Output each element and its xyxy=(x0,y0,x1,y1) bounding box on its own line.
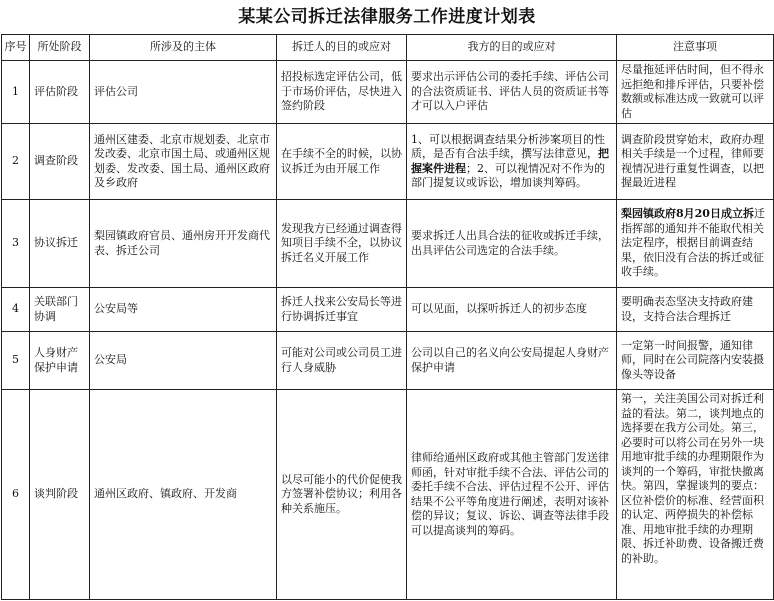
table-header-row xyxy=(2,35,774,61)
cell-stage: 人身财产保护申请 xyxy=(30,332,90,390)
table-row xyxy=(2,288,774,332)
cell-subject: 通州区政府、镇政府、开发商 xyxy=(90,390,277,600)
cell-notes: 第一，关注美国公司对拆迁利益的看法。第二，谈判地点的选择要在我方公司处。第三，必要时可以将公司在另外一块用地审批手续的办理期限作为谈判的一个筹码，审批快撤离快。第四，掌握谈判的要点：区位补偿价的标准、经营面积的认定、两停损失的补偿标准、用地审批手续的办理期限、拆迁补助费、设备搬迁费的补助。 xyxy=(617,390,774,600)
header-stage: 所处阶段 xyxy=(30,35,90,61)
cell-stage: 谈判阶段 xyxy=(30,390,90,600)
cell-ours: 要求拆迁人出具合法的征收或拆迁手续，出具评估公司选定的合法手续。 xyxy=(407,200,617,288)
cell-no: 5 xyxy=(2,332,30,390)
cell-no: 1 xyxy=(2,61,30,124)
cell-opponent: 可能对公司或公司员工进行人身威胁 xyxy=(277,332,407,390)
header-subject: 所涉及的主体 xyxy=(90,35,277,61)
notes-text-bold: 梨园镇政府8月20日成立拆 xyxy=(621,207,754,221)
table-row xyxy=(2,390,774,600)
ours-text-a: 1、可以根据调查结果分析涉案项目的性质，是否有合法手续，撰写法律意见， xyxy=(411,132,605,160)
cell-notes: 一定第一时间报警，通知律师，同时在公司院落内安装摄像头等设备 xyxy=(617,332,774,390)
cell-ours xyxy=(407,124,617,200)
page-title: 某某公司拆迁法律服务工作进度计划表 xyxy=(238,7,536,27)
cell-ours: 要求出示评估公司的委托手续、评估公司的合法资质证书、评估人员的资质证书等才可以入户评估 xyxy=(407,61,617,124)
table-row xyxy=(2,124,774,200)
cell-no: 3 xyxy=(2,200,30,288)
cell-stage: 关联部门协调 xyxy=(30,288,90,332)
table-row xyxy=(2,200,774,288)
cell-opponent: 以尽可能小的代价促使我方签署补偿协议；利用各种关系施压。 xyxy=(277,390,407,600)
cell-subject: 公安局 xyxy=(90,332,277,390)
cell-subject: 评估公司 xyxy=(90,61,277,124)
cell-stage: 评估阶段 xyxy=(30,61,90,124)
header-no: 序号 xyxy=(2,35,30,61)
header-ours: 我方的目的或应对 xyxy=(407,35,617,61)
cell-ours: 公司以自己的名义向公安局提起人身财产保护申请 xyxy=(407,332,617,390)
cell-opponent: 在手续不全的时候，以协议拆迁为由开展工作 xyxy=(277,124,407,200)
cell-notes: 要明确表态坚决支持政府建设，支持合法合理拆迁 xyxy=(617,288,774,332)
cell-no: 4 xyxy=(2,288,30,332)
cell-notes: 尽量拖延评估时间，但不得永远拒绝和排斥评估，只要补偿数额或标准达成一致就可以评估 xyxy=(617,61,774,124)
cell-notes: 调查阶段贯穿始末，政府办理相关手续是一个过程，律师要视情况进行重复性调查，以把握最近进程 xyxy=(617,124,774,200)
header-opponent: 拆迁人的目的或应对 xyxy=(277,35,407,61)
notes-text-b: 迁指挥部的通知并不能取代相关法定程序，根据目前调查结果，依旧没有合法的拆迁或征收手续。 xyxy=(621,207,765,279)
table-row xyxy=(2,332,774,390)
ours-text-bold: 把握案件进程 xyxy=(411,147,609,175)
schedule-table xyxy=(1,34,774,600)
cell-no: 6 xyxy=(2,390,30,600)
cell-opponent: 发现我方已经通过调查得知项目手续不全，以协议拆迁名义开展工作 xyxy=(277,200,407,288)
cell-subject: 梨园镇政府官员、通州房开开发商代表、拆迁公司 xyxy=(90,200,277,288)
cell-opponent: 拆迁人找来公安局长等进行协调拆迁事宜 xyxy=(277,288,407,332)
cell-opponent: 招投标选定评估公司，低于市场价评估，尽快进入签约阶段 xyxy=(277,61,407,124)
ours-text-b: ；2、可以视情况对不作为的部门提复议或诉讼，增加谈判筹码。 xyxy=(411,161,605,189)
table-row xyxy=(2,61,774,124)
cell-stage: 协议拆迁 xyxy=(30,200,90,288)
cell-subject: 通州区建委、北京市规划委、北京市发改委、北京市国土局、或通州区规划委、发改委、国土局、通州区政府及乡政府 xyxy=(90,124,277,200)
cell-ours: 可以见面，以探听拆迁人的初步态度 xyxy=(407,288,617,332)
cell-no: 2 xyxy=(2,124,30,200)
header-notes: 注意事项 xyxy=(617,35,774,61)
cell-ours: 律师给通州区政府或其他主管部门发送律师函，针对审批手续不合法、评估公司的委托手续不合法、评估过程不公开、评估结果不公平等角度进行阐述，表明对该补偿的异议；复议、诉讼、调查等法律手段可以提高谈判的筹码。 xyxy=(407,390,617,600)
cell-subject: 公安局等 xyxy=(90,288,277,332)
cell-notes xyxy=(617,200,774,288)
cell-stage: 调查阶段 xyxy=(30,124,90,200)
